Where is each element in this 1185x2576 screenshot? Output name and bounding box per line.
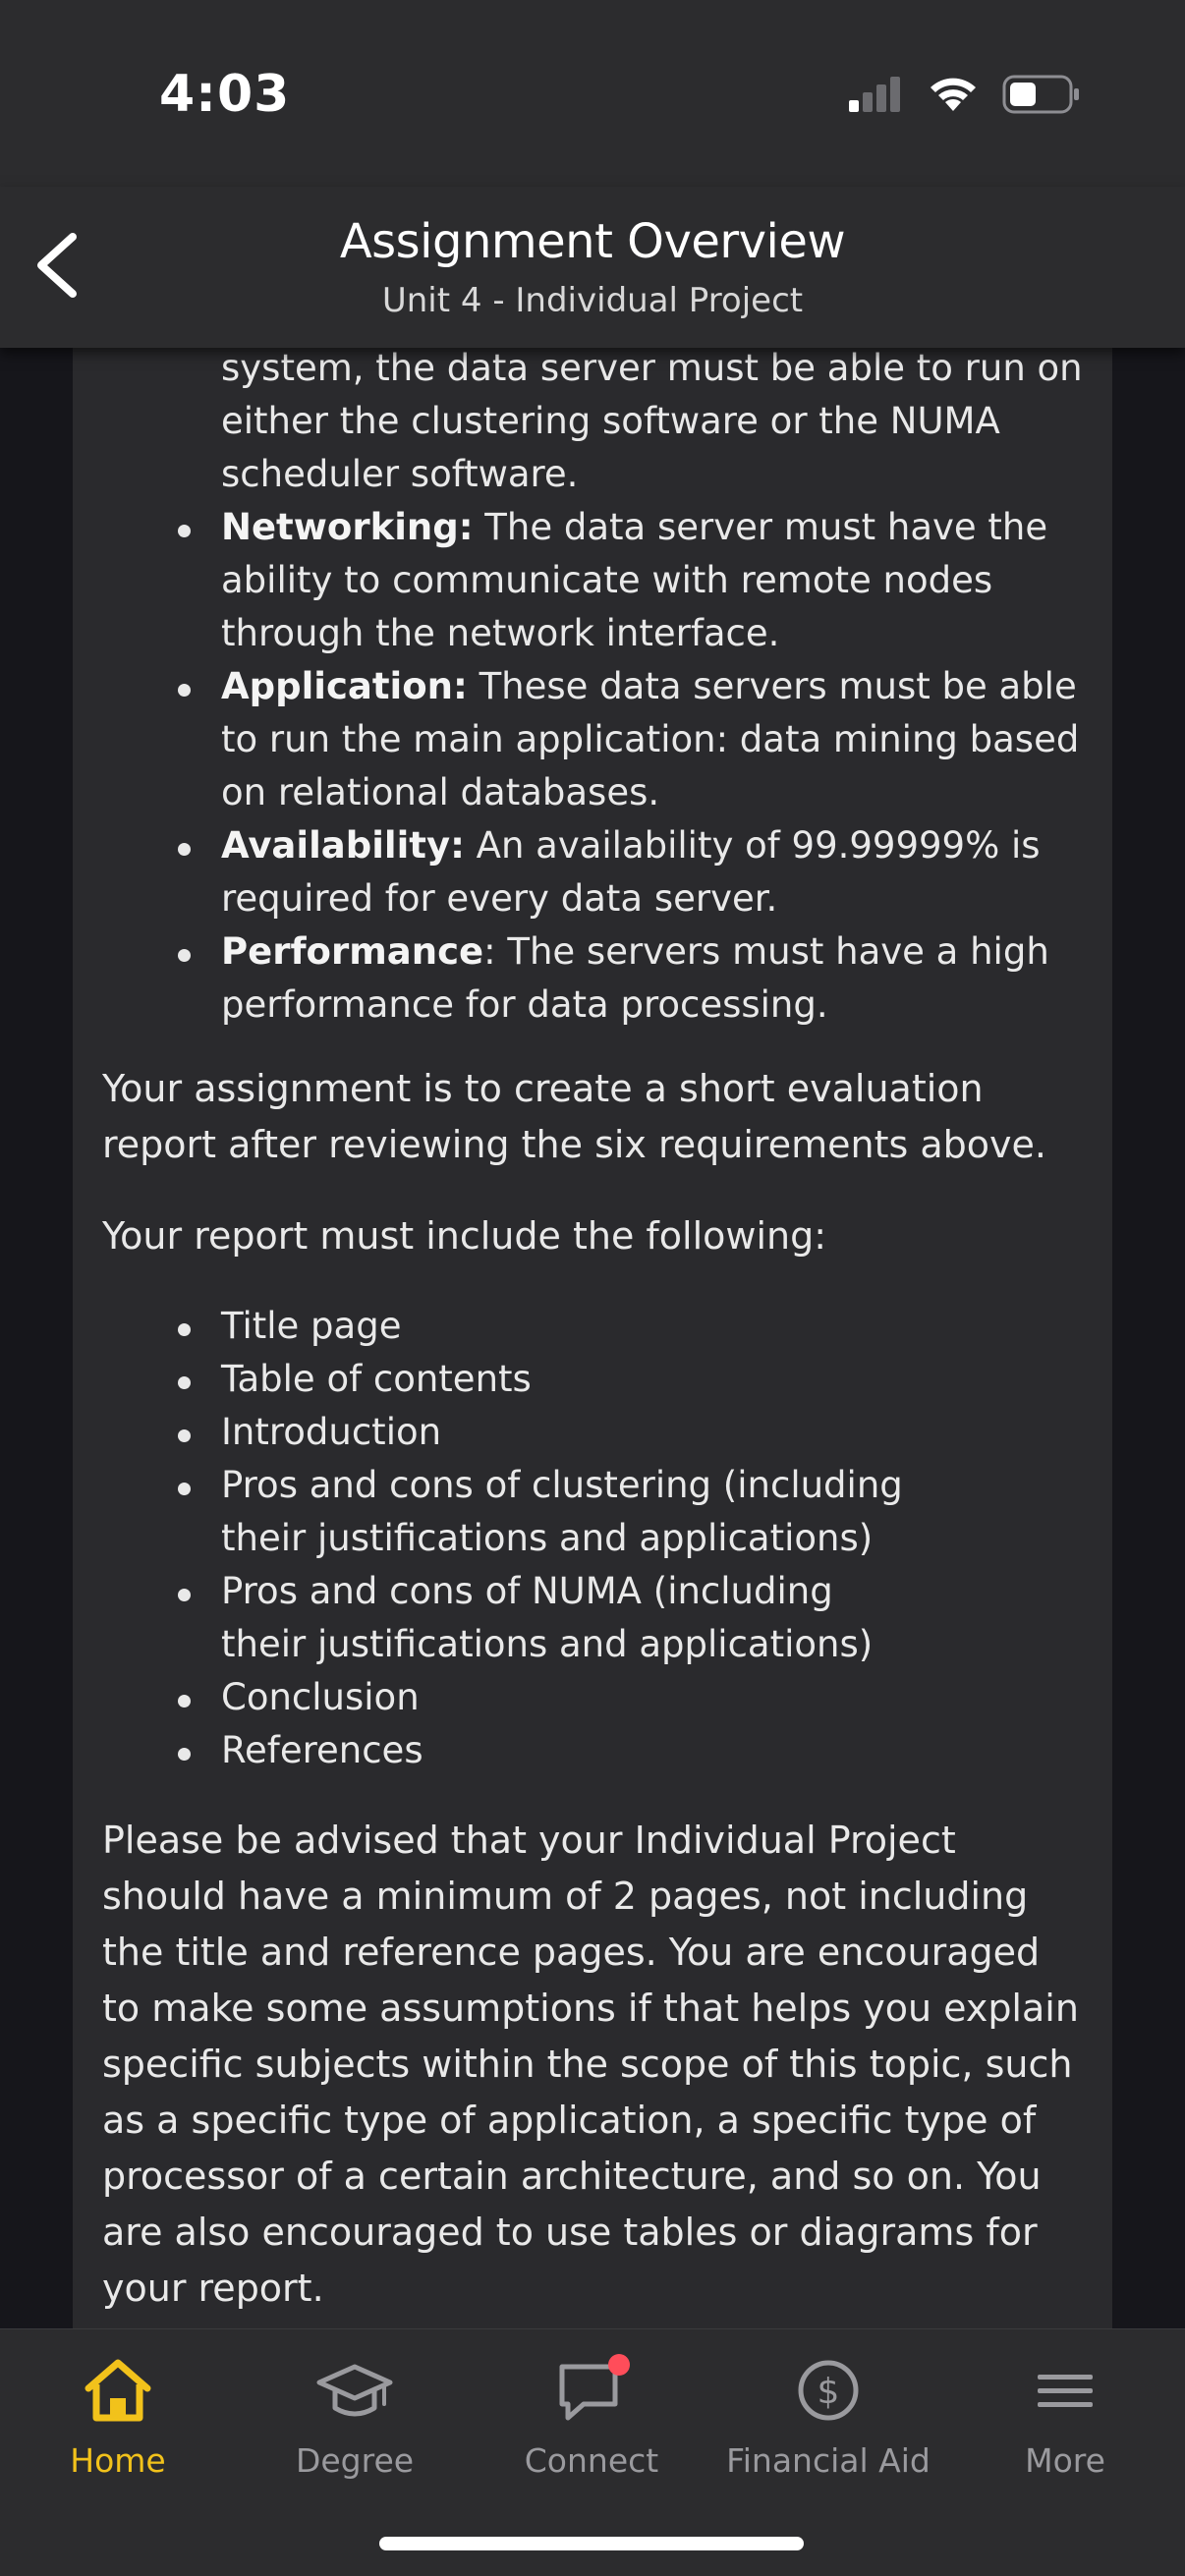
list-item: Title page xyxy=(102,1300,1083,1353)
cellular-signal-icon xyxy=(847,77,904,112)
notification-dot xyxy=(608,2354,630,2376)
list-item: Introduction xyxy=(102,1406,1083,1459)
tab-more[interactable] xyxy=(947,2349,1183,2496)
requirement-text: The data server must have the ability to communicate with remote nodes through the network interface. xyxy=(221,506,1048,654)
svg-text:$: $ xyxy=(817,2372,840,2412)
battery-icon xyxy=(1002,75,1081,114)
tab-financial-aid[interactable] xyxy=(710,2349,946,2496)
requirement-term: Networking: xyxy=(221,506,474,548)
assignment-content-scroll[interactable] xyxy=(0,348,1185,2328)
list-item xyxy=(102,819,1083,925)
list-item xyxy=(102,501,1083,660)
report-items-list xyxy=(102,1300,1083,1777)
status-bar xyxy=(0,0,1185,187)
page-title: Assignment Overview xyxy=(339,214,846,269)
tab-degree-label: Degree xyxy=(295,2441,415,2480)
status-time: 4:03 xyxy=(159,65,291,124)
status-icons xyxy=(847,75,1081,114)
chat-bubble-icon xyxy=(550,2349,633,2432)
list-item: Table of contents xyxy=(102,1353,1083,1406)
tab-home[interactable] xyxy=(0,2349,236,2496)
list-item xyxy=(102,348,1083,501)
home-indicator[interactable] xyxy=(379,2537,804,2550)
requirement-term: Application: xyxy=(221,665,468,707)
list-item xyxy=(102,925,1083,1032)
tab-financial-aid-label: Financial Aid xyxy=(726,2441,931,2480)
tab-home-label: Home xyxy=(70,2441,166,2480)
list-item: Conclusion xyxy=(102,1671,1083,1724)
page-subtitle: Unit 4 - Individual Project xyxy=(381,281,804,320)
wifi-icon xyxy=(928,76,979,113)
requirement-text: An availability of 99.99999% is required for every data server. xyxy=(221,824,1041,920)
requirement-term: Availability: xyxy=(221,824,465,867)
report-intro: Your report must include the following: xyxy=(102,1214,827,1258)
assignment-content-card xyxy=(73,348,1112,2328)
list-item xyxy=(102,660,1083,819)
app-header xyxy=(0,187,1185,348)
requirement-text: : The servers must have a high performance for data processing. xyxy=(221,930,1049,1026)
advice-paragraph: Please be advised that your Individual Project should have a minimum of 2 pages, not including the title and reference pages. You are encouraged to make some assumptions if that helps you explain specific subjects within the scope of this topic, such as a specific type of application, a specific type of processor of a certain architecture, and so on. You are also encouraged to use tables or diagrams for your report. xyxy=(102,1819,1079,2310)
tab-connect[interactable] xyxy=(474,2349,709,2496)
list-item: Pros and cons of clustering (including their justifications and applications) xyxy=(102,1459,1083,1565)
tab-connect-label: Connect xyxy=(524,2441,659,2480)
tab-more-label: More xyxy=(1025,2441,1105,2480)
list-item: Pros and cons of NUMA (including their justifications and applications) xyxy=(102,1565,1083,1671)
assignment-paragraph: Your assignment is to create a short evaluation report after reviewing the six requirements above. xyxy=(102,1067,1046,1166)
home-icon xyxy=(77,2349,159,2432)
requirement-text: These data servers must be able to run the main application: data mining based on relational databases. xyxy=(221,665,1080,813)
requirement-text: system, the data server must be able to run on either the clustering software or the NUMA scheduler software. xyxy=(221,348,1083,495)
dollar-circle-icon xyxy=(787,2349,870,2432)
tab-degree[interactable] xyxy=(237,2349,473,2496)
hamburger-menu-icon xyxy=(1024,2349,1106,2432)
graduation-cap-icon xyxy=(313,2349,396,2432)
requirements-list xyxy=(102,348,1083,1032)
requirement-term: Performance xyxy=(221,930,484,973)
list-item: References xyxy=(102,1724,1083,1777)
